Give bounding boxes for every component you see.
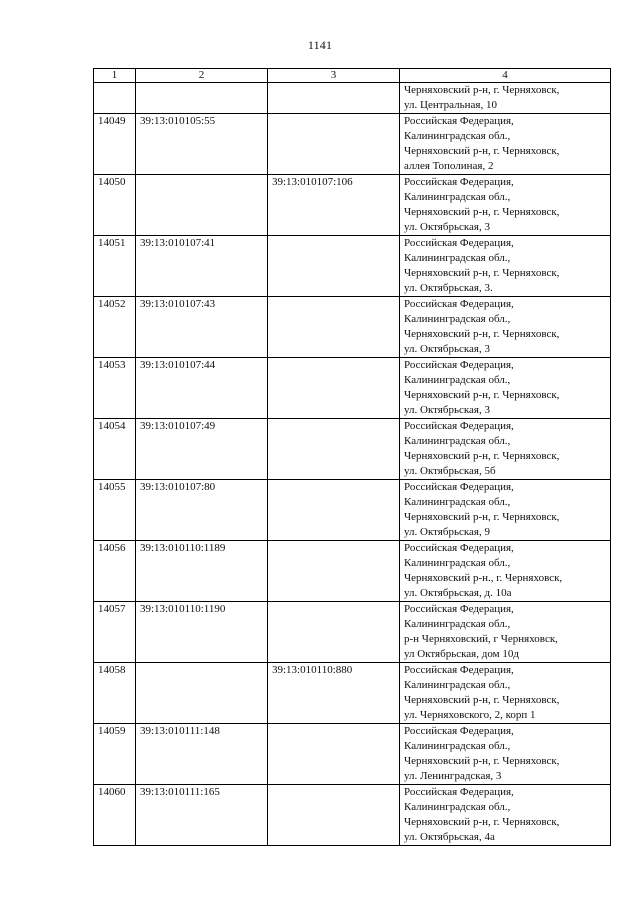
address-line: аллея Тополиная, 2 xyxy=(404,160,494,172)
table-row xyxy=(94,602,611,663)
address-line: Российская Федерация, xyxy=(404,359,514,371)
address-line: Калининградская обл., xyxy=(404,191,511,203)
address-line: Черняховский р-н, г. Черняховск, xyxy=(404,816,560,828)
table-row xyxy=(94,480,611,541)
address-line: Черняховский р-н, г. Черняховск, xyxy=(404,755,560,767)
address-line: Российская Федерация, xyxy=(404,237,514,249)
address-line: ул. Центральная, 10 xyxy=(404,99,497,111)
cadastral-number-cell xyxy=(268,602,400,663)
row-number-cell: 14057 xyxy=(94,602,136,663)
cadastral-number-cell xyxy=(268,724,400,785)
row-number-cell: 14055 xyxy=(94,480,136,541)
cadastral-number-cell xyxy=(268,114,400,175)
table-row xyxy=(94,785,611,846)
address-line: Российская Федерация, xyxy=(404,481,514,493)
row-number-cell: 14051 xyxy=(94,236,136,297)
cadastral-number-cell: 39:13:010107:106 xyxy=(268,175,400,236)
cadastral-number-cell xyxy=(268,236,400,297)
address-line: ул. Октябрьская, 3. xyxy=(404,282,493,294)
table-row xyxy=(94,358,611,419)
row-number-cell: 14054 xyxy=(94,419,136,480)
address-line: Черняховский р-н, г. Черняховск, xyxy=(404,206,560,218)
table-row xyxy=(94,663,611,724)
address-cell xyxy=(400,541,611,602)
address-cell xyxy=(400,175,611,236)
address-line: Российская Федерация, xyxy=(404,786,514,798)
cadastral-number-cell: 39:13:010107:41 xyxy=(136,236,268,297)
address-line: ул. Ленинградская, 3 xyxy=(404,770,502,782)
address-cell xyxy=(400,114,611,175)
address-cell xyxy=(400,83,611,114)
address-line: ул. Октябрьская, 4а xyxy=(404,831,495,843)
cadastral-number-cell xyxy=(136,83,268,114)
address-line: ул. Октябрьская, 3 xyxy=(404,343,490,355)
address-cell xyxy=(400,480,611,541)
address-line: Калининградская обл., xyxy=(404,618,511,630)
column-header-2: 2 xyxy=(136,69,268,83)
address-line: Российская Федерация, xyxy=(404,664,514,676)
address-line: Калининградская обл., xyxy=(404,435,511,447)
cadastral-number-cell xyxy=(136,663,268,724)
address-line: Калининградская обл., xyxy=(404,557,511,569)
address-line: р-н Черняховский, г Черняховск, xyxy=(404,633,558,645)
address-line: ул. Октябрьская, д. 10а xyxy=(404,587,512,599)
table-row xyxy=(94,236,611,297)
table-row xyxy=(94,297,611,358)
address-line: Калининградская обл., xyxy=(404,130,511,142)
address-line: Черняховский р-н, г. Черняховск, xyxy=(404,145,560,157)
address-line: ул. Черняховского, 2, корп 1 xyxy=(404,709,536,721)
cadastral-number-cell: 39:13:010111:165 xyxy=(136,785,268,846)
address-line: Российская Федерация, xyxy=(404,298,514,310)
cadastral-number-cell xyxy=(268,785,400,846)
column-header-4: 4 xyxy=(400,69,611,83)
address-cell xyxy=(400,297,611,358)
address-cell xyxy=(400,236,611,297)
address-cell xyxy=(400,785,611,846)
cadastral-number-cell: 39:13:010110:1190 xyxy=(136,602,268,663)
table-row xyxy=(94,175,611,236)
table-header-row xyxy=(94,69,611,83)
address-line: ул. Октябрьская, 5б xyxy=(404,465,496,477)
address-line: Черняховский р-н, г. Черняховск, xyxy=(404,450,560,462)
row-number-cell: 14059 xyxy=(94,724,136,785)
table-row xyxy=(94,114,611,175)
address-line: Черняховский р-н., г. Черняховск, xyxy=(404,572,563,584)
page-number: 1141 xyxy=(307,38,333,52)
row-number-cell: 14053 xyxy=(94,358,136,419)
row-number-cell: 14058 xyxy=(94,663,136,724)
address-line: Калининградская обл., xyxy=(404,679,511,691)
address-cell xyxy=(400,663,611,724)
cadastral-number-cell: 39:13:010111:148 xyxy=(136,724,268,785)
table-row xyxy=(94,541,611,602)
address-line: Черняховский р-н, г. Черняховск, xyxy=(404,267,560,279)
cadastral-number-cell xyxy=(136,175,268,236)
address-line: ул. Октябрьская, 3 xyxy=(404,404,490,416)
row-number-cell xyxy=(94,83,136,114)
row-number-cell: 14049 xyxy=(94,114,136,175)
address-line: Калининградская обл., xyxy=(404,252,511,264)
cadastral-number-cell xyxy=(268,83,400,114)
cadastral-number-cell xyxy=(268,541,400,602)
address-cell xyxy=(400,419,611,480)
cadastral-number-cell: 39:13:010107:80 xyxy=(136,480,268,541)
row-number-cell: 14060 xyxy=(94,785,136,846)
address-line: Российская Федерация, xyxy=(404,115,514,127)
address-cell xyxy=(400,724,611,785)
registry-table xyxy=(93,68,611,846)
address-line: ул. Октябрьская, 9 xyxy=(404,526,490,538)
address-line: ул. Октябрьская, 3 xyxy=(404,221,490,233)
address-line: Калининградская обл., xyxy=(404,801,511,813)
row-number-cell: 14052 xyxy=(94,297,136,358)
cadastral-number-cell xyxy=(268,297,400,358)
address-line: Российская Федерация, xyxy=(404,725,514,737)
cadastral-number-cell: 39:13:010105:55 xyxy=(136,114,268,175)
address-cell xyxy=(400,358,611,419)
address-line: Черняховский р-н, г. Черняховск, xyxy=(404,389,560,401)
cadastral-number-cell xyxy=(268,358,400,419)
cadastral-number-cell: 39:13:010110:1189 xyxy=(136,541,268,602)
row-number-cell: 14050 xyxy=(94,175,136,236)
address-line: Калининградская обл., xyxy=(404,313,511,325)
table-row xyxy=(94,724,611,785)
address-line: Калининградская обл., xyxy=(404,496,511,508)
address-line: Черняховский р-н, г. Черняховск, xyxy=(404,84,560,96)
cadastral-number-cell: 39:13:010110:880 xyxy=(268,663,400,724)
address-line: Калининградская обл., xyxy=(404,740,511,752)
table-row xyxy=(94,83,611,114)
address-line: Черняховский р-н, г. Черняховск, xyxy=(404,694,560,706)
cadastral-number-cell: 39:13:010107:49 xyxy=(136,419,268,480)
table-body xyxy=(94,83,611,846)
column-header-3: 3 xyxy=(268,69,400,83)
column-header-1: 1 xyxy=(94,69,136,83)
address-line: ул Октябрьская, дом 10д xyxy=(404,648,519,660)
address-line: Российская Федерация, xyxy=(404,176,514,188)
address-line: Черняховский р-н, г. Черняховск, xyxy=(404,511,560,523)
address-line: Российская Федерация, xyxy=(404,420,514,432)
row-number-cell: 14056 xyxy=(94,541,136,602)
address-line: Российская Федерация, xyxy=(404,542,514,554)
cadastral-number-cell: 39:13:010107:43 xyxy=(136,297,268,358)
cadastral-number-cell xyxy=(268,480,400,541)
address-line: Калининградская обл., xyxy=(404,374,511,386)
address-cell xyxy=(400,602,611,663)
cadastral-number-cell: 39:13:010107:44 xyxy=(136,358,268,419)
table-row xyxy=(94,419,611,480)
address-line: Черняховский р-н, г. Черняховск, xyxy=(404,328,560,340)
cadastral-number-cell xyxy=(268,419,400,480)
address-line: Российская Федерация, xyxy=(404,603,514,615)
